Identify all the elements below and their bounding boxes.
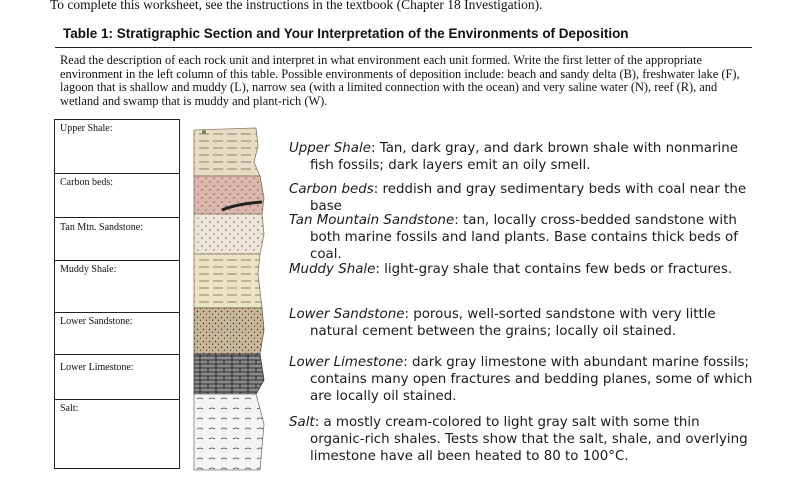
upper-shale-layer xyxy=(194,128,260,176)
unit-text: dark gray limestone with abundant marine fossils; contains many open fractures and bedding planes, some of which are locally oil stained. xyxy=(310,355,753,404)
unit-text: reddish and gray sedimentary beds with coal near the base xyxy=(310,182,747,214)
answer-cell-tan-sandstone[interactable] xyxy=(55,217,179,260)
cell-label: Lower Sandstone: xyxy=(60,316,133,327)
answer-cell-carbon-beds[interactable] xyxy=(55,173,179,217)
unit-text: tan, locally cross-bedded sandstone with both marine fossils and land plants. Base contains thick beds of coal. xyxy=(310,213,738,262)
unit-name: Upper Shale xyxy=(289,141,371,156)
answer-cell-lower-limestone[interactable] xyxy=(55,354,179,399)
lower-limestone-layer xyxy=(194,354,264,394)
unit-text: Tan, dark gray, and dark brown shale with nonmarine fish fossils; dark layers emit an oily smell. xyxy=(310,141,738,173)
unit-text: porous, well-sorted sandstone with very little natural cement between the grains; locally oil stained. xyxy=(310,307,716,339)
tan-sandstone-layer xyxy=(194,214,264,254)
unit-name: Muddy Shale xyxy=(289,262,376,277)
unit-name: Carbon beds xyxy=(289,182,374,197)
lower-sandstone-layer xyxy=(194,308,264,354)
desc-upper-shale: Upper Shale: Tan, dark gray, and dark brown shale with nonmarine fish fossils; dark layers emit an oily smell. xyxy=(289,141,738,173)
desc-lower-limestone: Lower Limestone: dark gray limestone with abundant marine fossils; contains many open fractures and bedding planes, some of which are locally oil stained. xyxy=(289,355,753,404)
cell-label: Tan Mtn. Sandstone: xyxy=(60,222,143,233)
environment-table xyxy=(54,119,180,469)
desc-muddy-shale: Muddy Shale: light-gray shale that contains few beds or fractures. xyxy=(289,262,733,277)
intro-paragraph: Read the description of each rock unit and interpret in what environment each unit formed. Write the first letter of the appropriate environment in the left column of this table. Possible environments of deposition include: beach and sandy delta (B), freshwater lake (F), lagoon that is shallow and muddy (L), narrow sea (with a limited connection with the ocean) and very saline water (N), reef (R), and wetland and swamp that is muddy and plant-rich (W). xyxy=(60,53,740,108)
cell-label: Salt: xyxy=(60,403,79,414)
answer-cell-muddy-shale[interactable] xyxy=(55,260,179,312)
unit-text: a mostly cream-colored to light gray salt with some thin organic-rich shales. Tests show that the salt, shale, and overlying limestone have all been heated to 80 to 100°C. xyxy=(310,415,748,464)
cell-label: Carbon beds: xyxy=(60,177,114,188)
cell-label: Upper Shale: xyxy=(60,123,113,134)
answer-cell-salt[interactable] xyxy=(55,399,179,468)
stratigraphic-column xyxy=(184,124,280,472)
cell-label: Lower Limestone: xyxy=(60,362,134,373)
title-rule xyxy=(55,47,752,48)
unit-text: light-gray shale that contains few beds or fractures. xyxy=(384,262,733,277)
cell-label: Muddy Shale: xyxy=(60,264,117,275)
answer-cell-lower-sandstone[interactable] xyxy=(55,312,179,354)
salt-layer xyxy=(194,394,264,470)
answer-cell-upper-shale[interactable] xyxy=(55,120,179,173)
table-title: Table 1: Stratigraphic Section and Your Interpretation of the Environments of Deposition xyxy=(63,26,629,41)
desc-tan-sandstone: Tan Mountain Sandstone: tan, locally cross-bedded sandstone with both marine fossils and land plants. Base contains thick beds of coal. xyxy=(289,213,738,262)
desc-salt: Salt: a mostly cream-colored to light gray salt with some thin organic-rich shales. Tests show that the salt, shale, and overlying limestone have all been heated to 80 to 100°C. xyxy=(289,415,748,464)
unit-name: Tan Mountain Sandstone xyxy=(289,213,455,228)
muddy-shale-layer xyxy=(194,254,262,308)
desc-carbon-beds: Carbon beds: reddish and gray sedimentary beds with coal near the base xyxy=(289,182,747,214)
instruction-text: To complete this worksheet, see the instructions in the textbook (Chapter 18 Investigation). xyxy=(50,0,543,12)
unit-name: Lower Sandstone xyxy=(289,307,405,322)
unit-name: Lower Limestone xyxy=(289,355,404,370)
unit-name: Salt xyxy=(289,415,315,430)
desc-lower-sandstone: Lower Sandstone: porous, well-sorted sandstone with very little natural cement between the grains; locally oil stained. xyxy=(289,307,716,339)
carbon-beds-layer xyxy=(194,176,264,214)
